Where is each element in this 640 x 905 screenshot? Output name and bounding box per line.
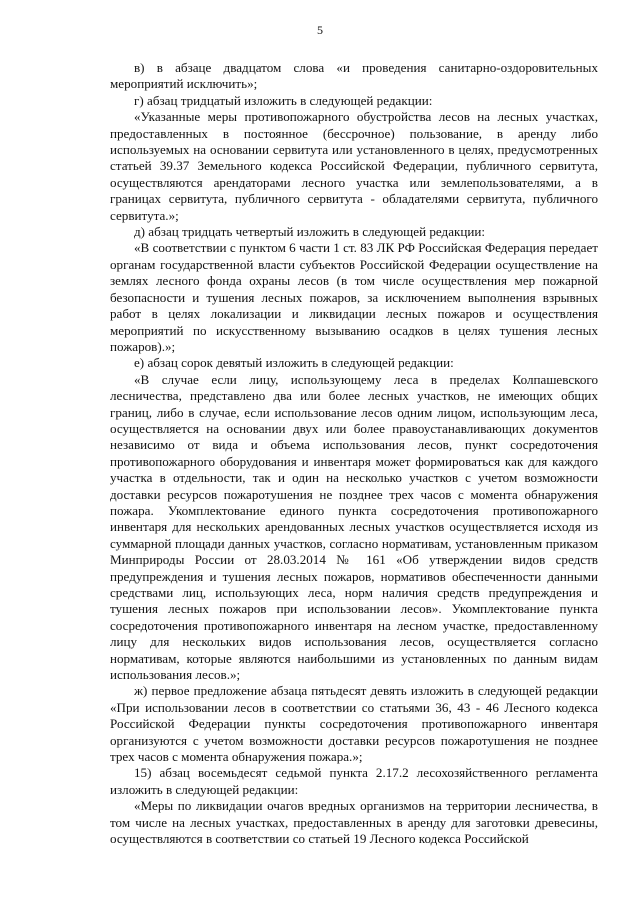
page-number: 5 — [317, 23, 323, 37]
paragraph-item-v: в) в абзаце двадцатом слова «и проведения санитарно-оздоровительных мероприятий исключить»; — [110, 60, 598, 92]
document-body — [110, 60, 598, 848]
quoted-text-d: «В соответствии с пунктом 6 части 1 ст. 83 ЛК РФ Российская Федерация передает органам государственной власти субъектов Российской Федерации осуществление на землях лесного фонда охраны лесов (в том числе осуществления мер пожарной безопасности и тушения лесных пожаров, за исключением выполнения взрывных работ в целях локализации и ликвидации лесных пожаров и осуществления мероприятий по искусственному вызыванию осадков в целях тушения лесных пожаров).»; — [110, 240, 598, 354]
paragraph-item-d: д) абзац тридцать четвертый изложить в следующей редакции: — [134, 224, 486, 240]
quoted-text-e: «В случае если лицу, использующему леса в пределах Колпашевского лесничества, представлено два или более лесных участков, не имеющих общих границ, либо в случае, если использование лесов одним лицом, использующим леса, осуществляется на основании двух или более правоустанавливающих документов независимо от вида и объема использования лесов, пункт сосредоточения противопожарного оборудования и инвентаря может формироваться как для каждого участка в отдельности, так и один на несколько участков с учетом возможности доставки ресурсов пожаротушения не позднее трех часов с момента обнаружения пожара. Укомплектование единого пункта сосредоточения противопожарного инвентаря для нескольких арендованных лесных участков осуществляется исходя из суммарной площади данных участков, согласно нормативам, установленным приказом Минприроды России от 28.03.2014 № 161 «Об утверждении видов средств предупреждения и тушения лесных пожаров, нормативов обеспеченности данными средствами лиц, использующих леса, норм наличия средств предупреждения и тушения лесных пожаров при использовании лесов». Укомплектование пункта сосредоточения противопожарного инвентаря на лесном участке, предоставленному лицу для нескольких видов использования лесов, осуществляется согласно нормативам, которые являются наибольшими из установленных по данным видам использования лесов.»; — [110, 371, 598, 683]
paragraph-item-15: 15) абзац восемьдесят седьмой пункта 2.17.2 лесохозяйственного регламента изложить в следующей редакции: — [110, 765, 598, 797]
paragraph-item-e: е) абзац сорок девятый изложить в следующей редакции: — [134, 355, 454, 371]
quoted-text-g: «Указанные меры противопожарного обустройства лесов на лесных участках, предоставленных в постоянное (бессрочное) пользование, в аренду либо используемых на основании сервитута или установленного в целях, предусмотренных статьей 39.37 Земельного кодекса Российской Федерации, публичного сервитута, осуществляются арендаторами лесного участка или землепользователями, а в границах сервитута, публичного сервитута - обладателями сервитута, публичного сервитута.»; — [110, 109, 598, 223]
paragraph-item-g: г) абзац тридцатый изложить в следующей редакции: — [134, 92, 433, 108]
paragraph-item-zh: ж) первое предложение абзаца пятьдесят девять изложить в следующей редакции «При использовании лесов в соответствии со статьями 36, 43 - 46 Лесного кодекса Российской Федерации пункты сосредоточения противопожарного инвентаря организуются с учетом возможности доставки ресурсов пожаротушения не позднее трех часов с момента обнаружения пожара.»; — [110, 683, 598, 765]
quoted-text-15: «Меры по ликвидации очагов вредных организмов на территории лесничества, в том числе на лесных участках, предоставленных в аренду для заготовки древесины, осуществляются в соответствии со статьей 19 Лесного кодекса Российской — [110, 798, 598, 847]
